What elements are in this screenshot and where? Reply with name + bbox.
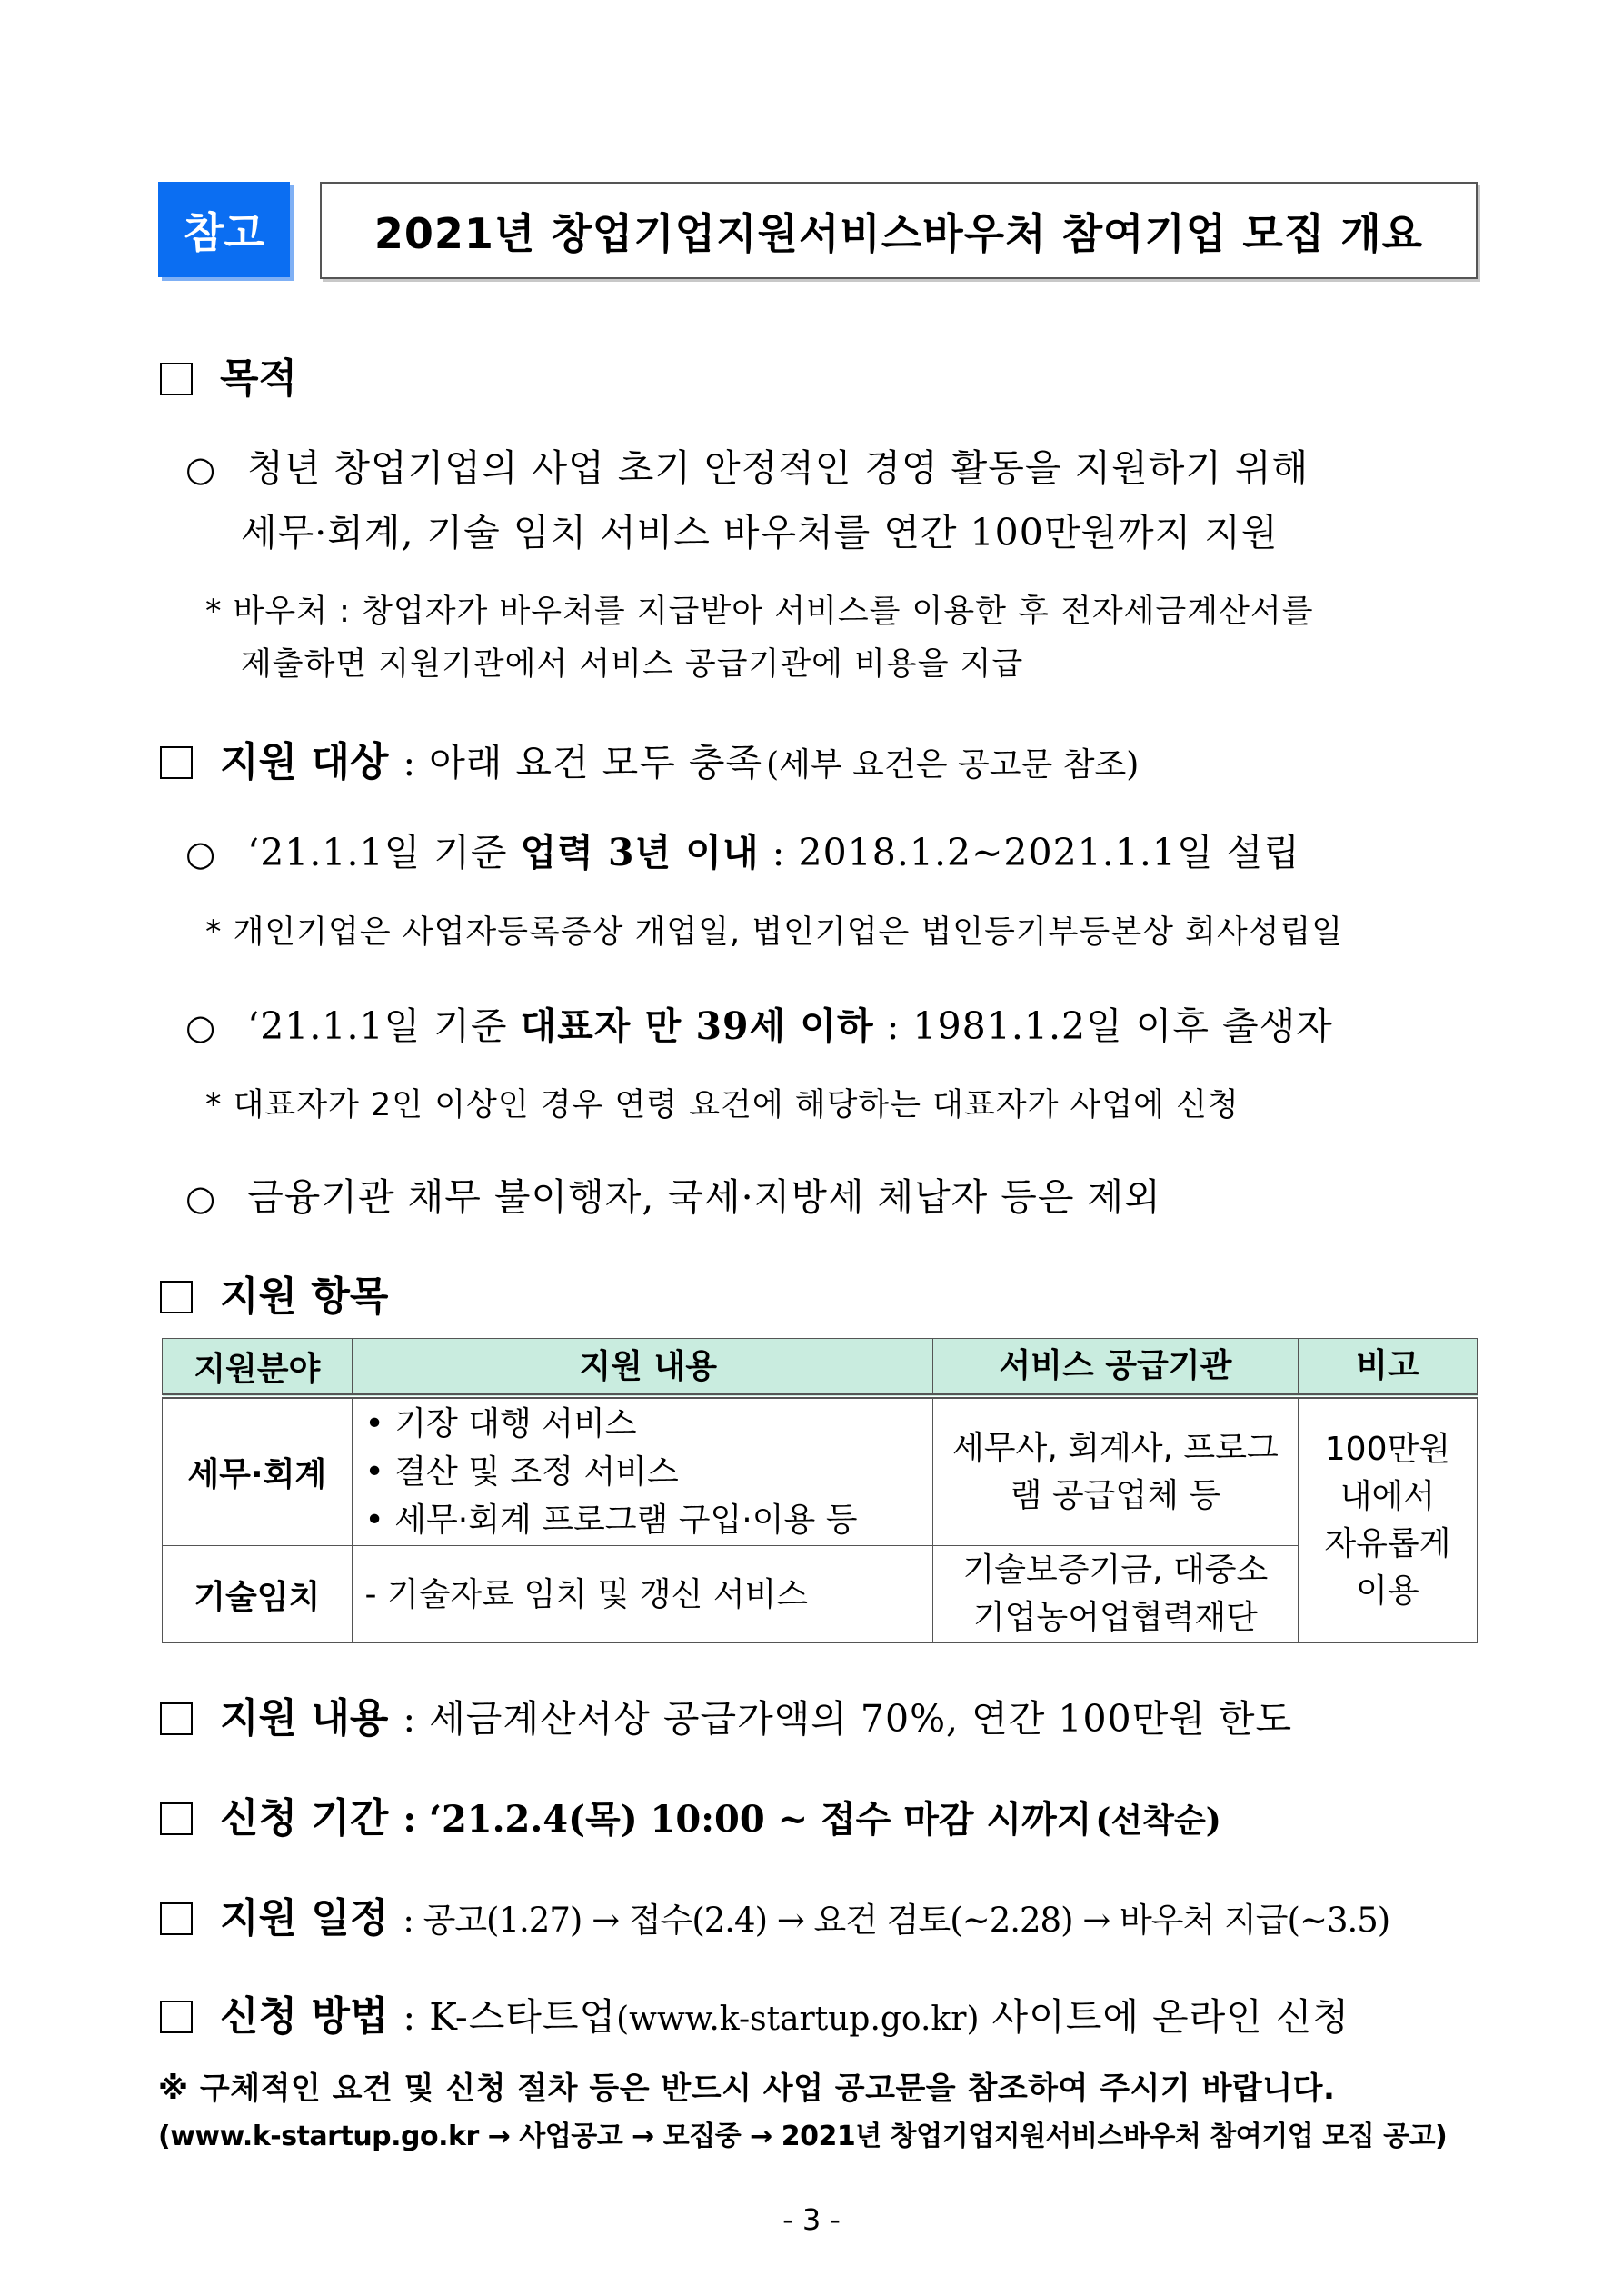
table-row: [163, 1396, 1478, 1546]
footer-note-line2: (www.k-startup.go.kr → 사업공고 → 모집중 → 2021년 창업기업지원서비스바우처 참여기업 모집 공고): [158, 2121, 1448, 2152]
table-header-cell: 지원분야: [163, 1339, 353, 1397]
checkbox-square-icon: [160, 1702, 193, 1735]
note-line: 이용: [1356, 1572, 1419, 1610]
page-number: - 3 -: [782, 2202, 841, 2237]
period-section: [160, 1785, 1221, 1843]
circle-bullet-icon: ○: [185, 1178, 217, 1218]
table-header-cell: 비고: [1298, 1339, 1477, 1397]
checkbox-square-icon: [160, 1281, 193, 1313]
note-line: 자유롭게: [1324, 1525, 1451, 1562]
checkbox-square-icon: [160, 1902, 193, 1935]
note-cell: [1298, 1396, 1477, 1643]
target-heading: 지원 대상: [220, 739, 389, 785]
target-item1: [185, 823, 1300, 876]
supplier-line: 기술보증기금, 대중소: [962, 1552, 1269, 1589]
table-row: [163, 1546, 1478, 1643]
page-title: 2021년 창업기업지원서비스바우처 참여기업 모집 개요: [320, 182, 1478, 279]
items-heading: 지원 항목: [220, 1273, 389, 1320]
supplier-cell: [932, 1546, 1298, 1643]
supplier-line: 램 공급업체 등: [1010, 1476, 1221, 1514]
target-item2: [185, 996, 1333, 1050]
checkbox-square-icon: [160, 746, 193, 779]
field-cell: 세무·회계: [163, 1396, 353, 1546]
method-section: [160, 1983, 1349, 2041]
circle-bullet-icon: ○: [185, 449, 217, 489]
target-item3: [185, 1167, 1161, 1221]
target-item2-note: * 대표자가 2인 이상인 경우 연령 요건에 해당하는 대표자가 사업에 신청: [205, 1087, 1240, 1123]
checkbox-square-icon: [160, 2001, 193, 2033]
target-item1-pre: ‘21.1.1일 기준: [247, 831, 521, 874]
purpose-bullet-line1: 청년 창업기업의 사업 초기 안정적인 경영 활동을 지원하기 위해: [247, 446, 1309, 490]
table-header-row: [163, 1339, 1478, 1397]
circle-bullet-icon: ○: [185, 834, 217, 873]
schedule-desc: : 공고(1.27) → 접수(2.4) → 요건 검토(~2.28) → 바우처 지급(~3.5): [403, 1901, 1390, 1940]
checkbox-square-icon: [160, 363, 193, 395]
supplier-line: 세무사, 회계사, 프로그: [952, 1429, 1279, 1467]
period-desc: : ‘21.2.4(목) 10:00 ~ 접수 마감 시까지: [403, 1798, 1092, 1841]
method-desc-post: 사이트에 온라인 신청: [979, 1995, 1350, 2039]
method-heading: 신청 방법: [220, 1993, 389, 2040]
schedule-heading: 지원 일정: [220, 1895, 389, 1942]
period-heading: 신청 기간: [220, 1795, 389, 1842]
circle-bullet-icon: ○: [185, 1007, 217, 1047]
note-line: 100만원: [1324, 1431, 1451, 1468]
table-header-cell: 서비스 공급기관: [932, 1339, 1298, 1397]
items-section: [160, 1263, 388, 1322]
period-paren: (선착순): [1095, 1802, 1221, 1840]
method-desc-pre: : K-스타트업: [403, 1995, 617, 2039]
footer-note-line1: ※ 구체적인 요건 및 신청 절차 등은 반드시 사업 공고문을 참조하여 주시기 바랍니다.: [158, 2071, 1336, 2107]
purpose-bullet: [185, 438, 1309, 492]
contents-cell: [352, 1396, 932, 1546]
purpose-note-line2: 제출하면 지원기관에서 서비스 공급기관에 비용을 지급: [241, 646, 1024, 683]
supplier-cell: [932, 1396, 1298, 1546]
reference-tag: 참고: [158, 182, 290, 277]
contents-item: • 세무·회계 프로그램 구입·이용 등: [364, 1502, 858, 1539]
contents-item: • 기장 대행 서비스: [364, 1405, 637, 1442]
note-line: 내에서: [1339, 1478, 1436, 1515]
target-item2-bold: 대표자 만 39세 이하: [520, 1004, 874, 1048]
target-section: [160, 729, 1139, 787]
contents-cell: - 기술자료 임치 및 갱신 서비스: [352, 1546, 932, 1643]
purpose-note-line1: * 바우처 : 창업자가 바우처를 지급받아 서비스를 이용한 후 전자세금계산서를: [205, 594, 1314, 630]
field-cell: 기술임치: [163, 1546, 353, 1643]
purpose-heading: 목적: [220, 355, 298, 402]
purpose-bullet-line2: 세무·회계, 기술 임치 서비스 바우처를 연간 100만원까지 지원: [241, 511, 1279, 554]
target-desc: : 아래 요건 모두 충족: [403, 741, 763, 784]
content-desc: : 세금계산서상 공급가액의 70%, 연간 100만원 한도: [403, 1697, 1293, 1741]
target-desc-paren: (세부 요건은 공고문 참조): [766, 746, 1140, 784]
schedule-section: [160, 1885, 1389, 1943]
content-section: [160, 1685, 1292, 1743]
contents-item: • 결산 및 조정 서비스: [364, 1453, 679, 1491]
purpose-section: [160, 345, 297, 404]
target-item1-post: : 2018.1.2~2021.1.1일 설립: [759, 831, 1300, 874]
supplier-line: 기업농어업협력재단: [972, 1599, 1258, 1636]
target-item3-text: 금융기관 채무 불이행자, 국세·지방세 체납자 등은 제외: [247, 1175, 1161, 1219]
target-item1-note: * 개인기업은 사업자등록증상 개업일, 법인기업은 법인등기부등본상 회사성립일: [205, 914, 1344, 951]
support-items-table: [162, 1338, 1478, 1643]
method-url: (www.k-startup.go.kr): [616, 2001, 980, 2038]
target-item1-bold: 업력 3년 이내: [520, 831, 760, 874]
table-header-cell: 지원 내용: [352, 1339, 932, 1397]
target-item2-pre: ‘21.1.1일 기준: [247, 1004, 521, 1048]
checkbox-square-icon: [160, 1802, 193, 1835]
target-item2-post: : 1981.1.2일 이후 출생자: [873, 1004, 1333, 1048]
content-heading: 지원 내용: [220, 1695, 389, 1742]
